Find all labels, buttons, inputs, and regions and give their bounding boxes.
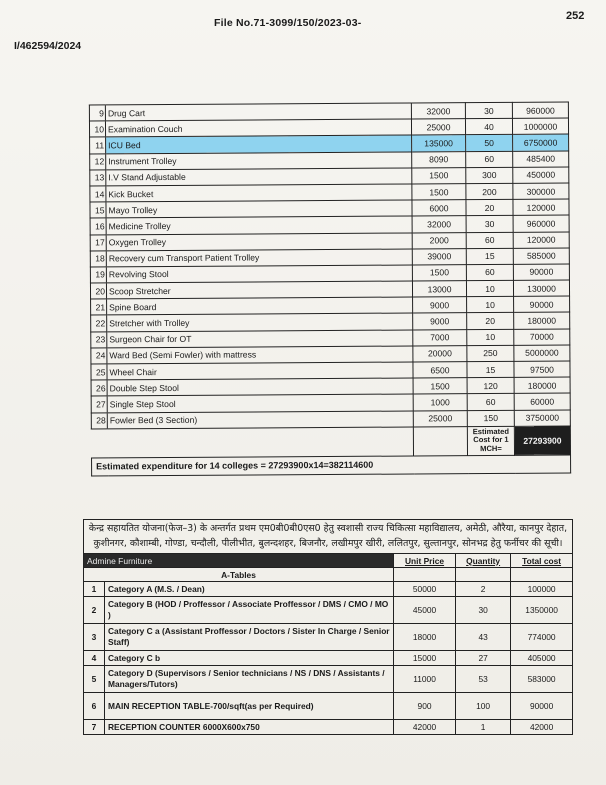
estimated-expenditure: Estimated expenditure for 14 colleges = 27293900x14=382114600 (92, 455, 571, 476)
quantity: 10 (467, 297, 514, 313)
quantity: 43 (456, 624, 511, 651)
total-cost: 100000 (511, 582, 573, 597)
unit-price: 7000 (413, 329, 467, 346)
row-serial: 20 (90, 283, 106, 299)
item-name: Kick Bucket (106, 184, 412, 202)
total-cost: 97500 (514, 361, 570, 378)
item-name: Category C b (105, 651, 394, 666)
unit-price: 1500 (412, 167, 466, 184)
row-serial: 6 (84, 693, 105, 720)
item-name: Stretcher with Trolley (107, 313, 413, 331)
quantity: 50 (466, 135, 513, 151)
item-name: Surgeon Chair for OT (107, 330, 413, 348)
quantity: 20 (466, 200, 513, 216)
blank-cell (91, 427, 413, 458)
quantity: 150 (467, 410, 514, 426)
item-name: Wheel Chair (107, 362, 413, 380)
unit-price: 1000 (413, 394, 467, 411)
row-serial: 18 (90, 251, 106, 267)
item-name: Oxygen Trolley (106, 232, 412, 250)
file-number: File No.71-3099/150/2023-03- (214, 17, 362, 29)
item-name: Mayo Trolley (106, 200, 412, 218)
quantity: 30 (466, 216, 513, 232)
quantity: 60 (466, 151, 513, 167)
quantity: 15 (466, 248, 513, 264)
unit-price: 9000 (413, 313, 467, 330)
unit-price: 25000 (411, 119, 465, 136)
total-cost: 774000 (511, 624, 573, 651)
quantity: 10 (466, 280, 513, 296)
header-quantity: Quantity (456, 554, 511, 568)
furniture-header-item: Admine Furniture (84, 554, 394, 568)
estimate-row (91, 426, 570, 458)
unit-price: 13000 (412, 281, 466, 298)
unit-price: 1500 (412, 184, 466, 201)
quantity: 53 (456, 666, 511, 693)
total-cost: 3750000 (514, 410, 570, 427)
unit-price: 11000 (394, 666, 456, 693)
total-cost: 90000 (514, 296, 570, 313)
item-name: Medicine Trolley (106, 216, 412, 234)
unit-price: 6000 (412, 200, 466, 217)
row-serial: 26 (91, 380, 107, 396)
total-cost: 180000 (514, 312, 570, 329)
row-serial: 3 (84, 624, 105, 651)
section-blank-cell (511, 568, 573, 582)
unit-price: 900 (394, 693, 456, 720)
unit-price: 2000 (412, 232, 466, 249)
quantity: 15 (467, 361, 514, 377)
unit-price: 1500 (413, 378, 467, 395)
total-cost: 585000 (513, 248, 569, 265)
table-row (84, 582, 573, 597)
row-serial: 28 (91, 412, 107, 428)
total-cost: 485400 (513, 151, 569, 168)
unit-price: 32000 (411, 103, 465, 120)
total-cost: 120000 (513, 199, 569, 216)
quantity: 60 (466, 264, 513, 280)
row-serial: 1 (84, 582, 105, 597)
item-name: Examination Couch (105, 119, 411, 137)
total-cost: 42000 (511, 720, 573, 735)
row-serial: 16 (90, 218, 106, 234)
item-name: Drug Cart (105, 103, 411, 121)
row-serial: 9 (89, 105, 105, 121)
item-name: Fowler Bed (3 Section) (107, 411, 413, 429)
row-serial: 7 (84, 720, 105, 735)
quantity: 60 (466, 232, 513, 248)
unit-price: 45000 (394, 597, 456, 624)
total-cost: 405000 (511, 651, 573, 666)
unit-price: 8090 (412, 151, 466, 168)
quantity: 1 (456, 720, 511, 735)
item-name: Recovery cum Transport Patient Trolley (106, 249, 412, 267)
header-total-cost: Total cost (511, 554, 573, 568)
unit-price: 15000 (394, 651, 456, 666)
table-row (84, 597, 573, 624)
item-name: I.V Stand Adjustable (106, 168, 412, 186)
unit-price: 42000 (394, 720, 456, 735)
row-serial: 24 (91, 348, 107, 364)
blank-cell (413, 426, 467, 455)
total-cost: 1350000 (511, 597, 573, 624)
unit-price: 50000 (394, 582, 456, 597)
total-cost: 5000000 (514, 345, 570, 362)
unit-price: 9000 (413, 297, 467, 314)
total-cost: 120000 (513, 232, 569, 249)
hindi-heading: केन्द्र सहायतित योजना(फेज–3) के अन्तर्गत प्रथम एम0बी0बी0एस0 हेतु स्वशासी राज्य चिकित्सा महाविद्यालय, अमेठी, औरैया, कानपुर देहात, कुशीनगर, कौशाम्बी, गोण्डा, चन्दौली, पीलीभीत, बुलन्दशहर, बिजनौर, लखीमपुर खीरी, ललितपुर, सुल्तानपुर, सोनभद्र हेतु फर्नीचर की सूची। (84, 520, 573, 554)
total-cost: 60000 (514, 393, 570, 410)
row-serial: 10 (89, 121, 105, 137)
row-serial: 2 (84, 597, 105, 624)
total-cost: 583000 (511, 666, 573, 693)
quantity: 60 (467, 394, 514, 410)
unit-price: 135000 (412, 135, 466, 152)
item-name: Double Step Stool (107, 378, 413, 396)
row-serial: 23 (91, 331, 107, 347)
total-cost: 6750000 (513, 134, 569, 151)
row-serial: 22 (91, 315, 107, 331)
row-serial: 14 (90, 186, 106, 202)
quantity: 20 (467, 313, 514, 329)
item-name: Category C a (Assistant Proffessor / Doctors / Sister In Charge / Senior Staff) (105, 624, 394, 651)
total-cost: 90000 (511, 693, 573, 720)
item-name: Category A (M.S. / Dean) (105, 582, 394, 597)
section-blank-cell (394, 568, 456, 582)
unit-price: 39000 (412, 248, 466, 265)
quantity: 120 (467, 378, 514, 394)
row-serial: 17 (90, 234, 106, 250)
total-cost: 130000 (513, 280, 569, 297)
footer-row (92, 455, 571, 476)
furniture-cost-table (83, 519, 573, 735)
table-row (84, 651, 573, 666)
estimate-total: 27293900 (514, 426, 570, 455)
quantity: 100 (456, 693, 511, 720)
unit-price: 20000 (413, 345, 467, 362)
row-serial: 12 (90, 153, 106, 169)
table-row (84, 720, 573, 735)
item-name: Spine Board (107, 297, 413, 315)
row-serial: 25 (91, 364, 107, 380)
table-row (84, 693, 573, 720)
total-cost: 300000 (513, 183, 569, 200)
quantity: 200 (466, 183, 513, 199)
quantity: 30 (456, 597, 511, 624)
table-row (84, 666, 573, 693)
unit-price: 32000 (412, 216, 466, 233)
item-name: Revolving Stool (106, 265, 412, 283)
total-cost: 70000 (514, 329, 570, 346)
row-serial: 15 (90, 202, 106, 218)
quantity: 300 (466, 167, 513, 183)
item-name: Instrument Trolley (106, 152, 412, 170)
section-title: A-Tables (84, 568, 394, 582)
item-name: MAIN RECEPTION TABLE-700/sqft(as per Required) (105, 693, 394, 720)
table-row (84, 624, 573, 651)
estimate-label: Estimated Cost for 1 MCH= (467, 426, 514, 455)
row-serial: 13 (90, 170, 106, 186)
page-number: 252 (566, 10, 585, 22)
section-blank-cell (456, 568, 511, 582)
row-serial: 27 (91, 396, 107, 412)
row-serial: 19 (90, 267, 106, 283)
header-unit-price: Unit Price (394, 554, 456, 568)
row-serial: 4 (84, 651, 105, 666)
total-cost: 450000 (513, 167, 569, 184)
total-cost: 180000 (514, 377, 570, 394)
total-cost: 960000 (512, 102, 568, 119)
total-cost: 960000 (513, 215, 569, 232)
quantity: 2 (456, 582, 511, 597)
quantity: 250 (467, 345, 514, 361)
equipment-cost-table (89, 102, 571, 477)
quantity: 30 (465, 102, 512, 118)
item-name: Scoop Stretcher (106, 281, 412, 299)
total-cost: 90000 (513, 264, 569, 281)
item-name: Category B (HOD / Proffessor / Associate Proffessor / DMS / CMO / MO ) (105, 597, 394, 624)
item-name: Ward Bed (Semi Fowler) with mattress (107, 346, 413, 364)
unit-price: 6500 (413, 362, 467, 379)
total-cost: 1000000 (512, 118, 568, 135)
reference-number: I/462594/2024 (14, 40, 82, 52)
quantity: 40 (465, 119, 512, 135)
row-serial: 21 (91, 299, 107, 315)
item-name: RECEPTION COUNTER 6000X600x750 (105, 720, 394, 735)
quantity: 27 (456, 651, 511, 666)
item-name: ICU Bed (106, 135, 412, 153)
unit-price: 1500 (412, 265, 466, 282)
item-name: Single Step Stool (107, 394, 413, 412)
unit-price: 18000 (394, 624, 456, 651)
unit-price: 25000 (413, 410, 467, 427)
row-serial: 11 (90, 137, 106, 153)
row-serial: 5 (84, 666, 105, 693)
quantity: 10 (467, 329, 514, 345)
item-name: Category D (Supervisors / Senior technicians / NS / DNS / Assistants / Managers/Tutors) (105, 666, 394, 693)
